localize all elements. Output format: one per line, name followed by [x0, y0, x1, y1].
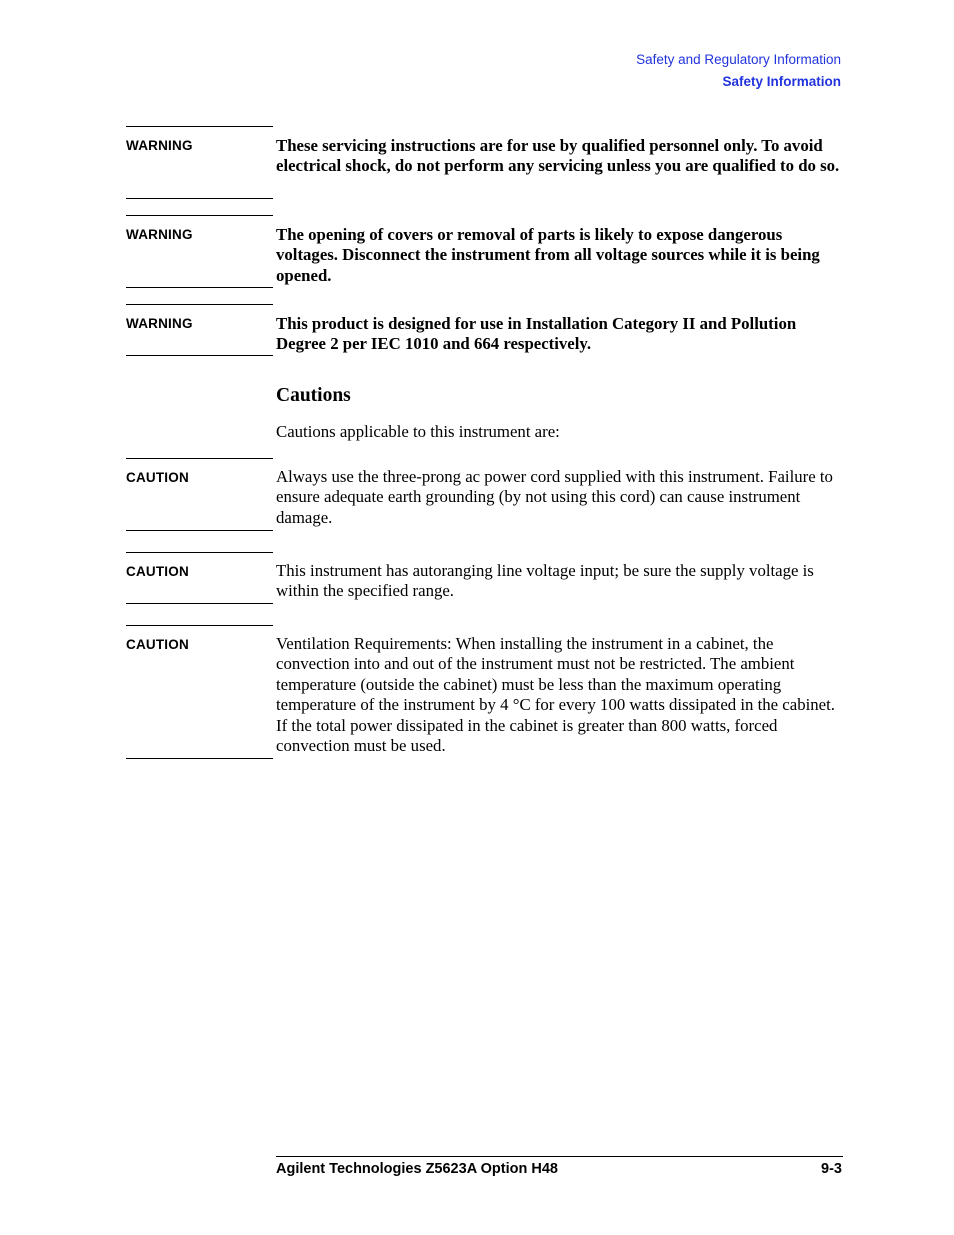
warning-block [126, 126, 842, 199]
caution-block [126, 458, 842, 531]
warning-text: The opening of covers or removal of parts is likely to expose dangerous voltages. Disconnect the instrument from all voltage sources while it is being opened. [276, 225, 820, 285]
caution-label: CAUTION [126, 470, 189, 485]
caution-rule-top [126, 552, 273, 553]
caution-block [126, 552, 842, 604]
running-head-section: Safety and Regulatory Information [636, 52, 841, 67]
caution-rule-top [126, 458, 273, 459]
warning-rule-top [126, 215, 273, 216]
warning-text: This product is designed for use in Installation Category II and Pollution Degree 2 per IEC 1010 and 664 respectively. [276, 314, 797, 354]
caution-label: CAUTION [126, 564, 189, 579]
warning-label: WARNING [126, 138, 193, 153]
caution-text: Ventilation Requirements: When installing the instrument in a cabinet, the convection into and out of the instrument must not be restricted. The ambient temperature (outside the cabinet) must be less than the maximum operating temperature of the instrument by 4 °C for every 100 watts dissipated in the cabinet. If the total power dissipated in the cabinet is greater than 800 watts, forced convection must be used. [276, 634, 835, 756]
warning-text: These servicing instructions are for use by qualified personnel only. To avoid electrical shock, do not perform any servicing unless you are qualified to do so. [276, 136, 840, 176]
warning-block [126, 304, 842, 356]
warning-label: WARNING [126, 316, 193, 331]
caution-label: CAUTION [126, 637, 189, 652]
warning-rule-bottom [126, 287, 273, 288]
warning-block [126, 215, 842, 288]
footer-rule [276, 1156, 843, 1157]
footer-title: Agilent Technologies Z5623A Option H48 [276, 1161, 558, 1177]
section-title: Cautions [276, 385, 351, 406]
caution-text: Always use the three-prong ac power cord supplied with this instrument. Failure to ensure adequate earth grounding (by not using this cord) can cause instrument damage. [276, 467, 833, 527]
warning-rule-top [126, 304, 273, 305]
warning-rule-bottom [126, 355, 273, 356]
page-number: 9-3 [821, 1161, 842, 1177]
section-intro: Cautions applicable to this instrument are: [276, 422, 560, 441]
running-head-subsection: Safety Information [722, 74, 841, 89]
caution-rule-bottom [126, 530, 273, 531]
caution-block [126, 625, 842, 759]
caution-rule-bottom [126, 758, 273, 759]
warning-rule-top [126, 126, 273, 127]
caution-text: This instrument has autoranging line voltage input; be sure the supply voltage is within the specified range. [276, 561, 814, 601]
caution-rule-top [126, 625, 273, 626]
caution-rule-bottom [126, 603, 273, 604]
warning-rule-bottom [126, 198, 273, 199]
warning-label: WARNING [126, 227, 193, 242]
